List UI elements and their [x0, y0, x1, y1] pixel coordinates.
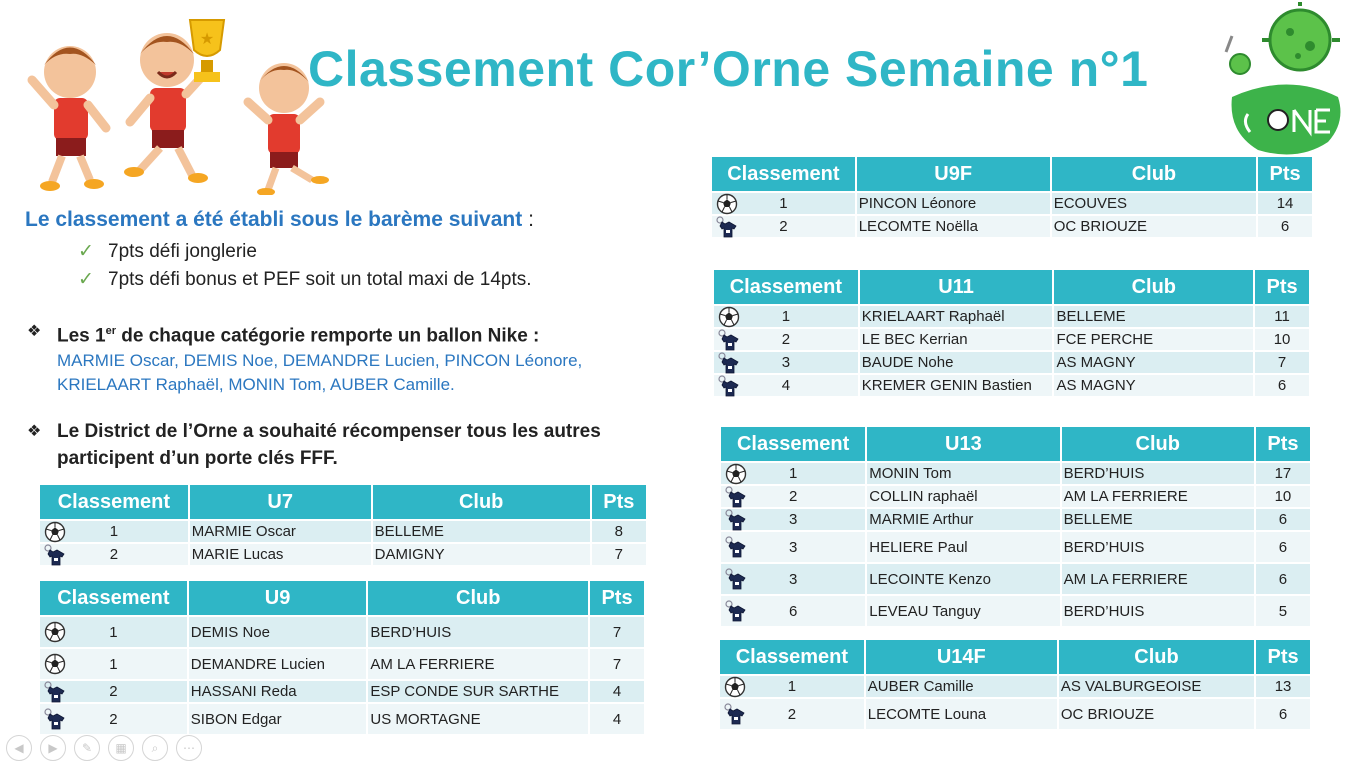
- district-line: participent d’un porte clés FFF.: [57, 448, 338, 469]
- district-orne-logo: [1218, 2, 1348, 157]
- table-row: [721, 564, 1310, 594]
- table-row: [40, 704, 644, 734]
- table-row: [721, 596, 1310, 626]
- rank-value: 2: [781, 331, 791, 348]
- winners-names-line: MARMIE Oscar, DEMIS Noe, DEMANDRE Lucien, PINCON Léonore,: [57, 351, 583, 371]
- points-value: 10: [1256, 486, 1310, 507]
- rank-value: 2: [109, 710, 118, 728]
- rank-cell: [714, 352, 858, 373]
- table-row: [712, 216, 1312, 237]
- player-name: KRIELAART Raphaël: [860, 306, 1053, 327]
- header-category: U13: [867, 427, 1059, 461]
- svg-text:★: ★: [199, 29, 215, 48]
- table-u13: [719, 425, 1312, 628]
- club-name: ESP CONDE SUR SARTHE: [368, 681, 588, 702]
- table-header-row: [714, 270, 1309, 304]
- pen-icon[interactable]: ✎: [74, 735, 100, 761]
- club-name: BERD’HUIS: [368, 617, 588, 647]
- rank-cell: [714, 306, 858, 327]
- kids-trophy-illustration: [22, 10, 332, 195]
- rank-cell: [720, 699, 864, 729]
- points-value: 4: [590, 681, 644, 702]
- rank-cell: [714, 375, 858, 396]
- header-classement: Classement: [721, 427, 865, 461]
- rank-cell: [40, 704, 187, 734]
- player-name: MARMIE Arthur: [867, 509, 1059, 530]
- header-classement: Classement: [720, 640, 864, 674]
- club-name: BELLEME: [373, 521, 590, 542]
- scoring-lead: Le classement a été établi sous le barème suivant: [25, 208, 523, 231]
- table-row: [714, 306, 1309, 327]
- player-name: PINCON Léonore: [857, 193, 1050, 214]
- player-name: MARIE Lucas: [190, 544, 371, 565]
- club-name: ECOUVES: [1052, 193, 1256, 214]
- rank-value: 1: [781, 308, 791, 325]
- header-category: U14F: [866, 640, 1057, 674]
- header-club: Club: [368, 581, 588, 615]
- scoring-list: [78, 238, 532, 294]
- header-pts: Pts: [1256, 640, 1310, 674]
- winners-label-sup: er: [105, 325, 116, 337]
- points-value: 7: [592, 544, 646, 565]
- zoom-icon[interactable]: ⌕: [142, 735, 168, 761]
- rank-cell: [721, 596, 865, 626]
- player-name: MONIN Tom: [867, 463, 1059, 484]
- header-pts: Pts: [1255, 270, 1309, 304]
- header-category: U7: [190, 485, 371, 519]
- club-name: AS VALBURGEOISE: [1059, 676, 1254, 697]
- club-name: OC BRIOUZE: [1052, 216, 1256, 237]
- winners-label-post: de chaque catégorie remporte un ballon Nike :: [116, 325, 540, 347]
- rank-cell: [721, 532, 865, 562]
- club-name: FCE PERCHE: [1054, 329, 1253, 350]
- rank-cell: [40, 649, 187, 679]
- header-club: Club: [1062, 427, 1254, 461]
- table-header-row: [720, 640, 1310, 674]
- rank-cell: [40, 681, 187, 702]
- club-name: AM LA FERRIERE: [1062, 564, 1254, 594]
- table-row: [720, 676, 1310, 697]
- player-name: AUBER Camille: [866, 676, 1057, 697]
- scoring-item: [78, 266, 532, 294]
- points-value: 7: [590, 617, 644, 647]
- club-name: AM LA FERRIERE: [368, 649, 588, 679]
- player-name: LECOMTE Noëlla: [857, 216, 1050, 237]
- next-slide-icon[interactable]: ▶: [40, 735, 66, 761]
- player-name: BAUDE Nohe: [860, 352, 1053, 373]
- slideshow-toolbar: [6, 735, 202, 761]
- rank-value: 6: [788, 602, 798, 620]
- player-name: LE BEC Kerrian: [860, 329, 1053, 350]
- rank-value: 3: [781, 354, 791, 371]
- header-classement: Classement: [40, 581, 187, 615]
- prev-slide-icon[interactable]: ◀: [6, 735, 32, 761]
- winners-bullet: [27, 318, 582, 397]
- table-row: [714, 329, 1309, 350]
- rank-value: 4: [781, 377, 791, 394]
- table-row: [720, 699, 1310, 729]
- points-value: 10: [1255, 329, 1309, 350]
- club-name: BERD’HUIS: [1062, 463, 1254, 484]
- points-value: 6: [1256, 509, 1310, 530]
- rank-value: 1: [109, 623, 118, 641]
- table-row: [40, 521, 646, 542]
- header-club: Club: [373, 485, 590, 519]
- player-name: MARMIE Oscar: [190, 521, 371, 542]
- checkmark-icon: ✓: [78, 269, 94, 290]
- winners-names-line: KRIELAART Raphaël, MONIN Tom, AUBER Camille.: [57, 375, 455, 395]
- table-header-row: [712, 157, 1312, 191]
- club-name: BERD’HUIS: [1062, 532, 1254, 562]
- club-name: AS MAGNY: [1054, 352, 1253, 373]
- rank-value: 3: [788, 511, 798, 528]
- table-row: [721, 509, 1310, 530]
- club-name: DAMIGNY: [373, 544, 590, 565]
- page-title: Classement Cor’Orne Semaine n°1: [308, 41, 1149, 97]
- rank-value: 2: [779, 218, 788, 235]
- scoring-intro: [25, 208, 534, 232]
- rank-value: 1: [787, 678, 797, 695]
- header-club: Club: [1059, 640, 1254, 674]
- points-value: 6: [1255, 375, 1309, 396]
- rank-value: 3: [788, 538, 798, 556]
- diamond-bullet-icon: ❖: [27, 423, 42, 440]
- scoring-item-text: 7pts défi jonglerie: [108, 241, 257, 262]
- rank-cell: [721, 486, 865, 507]
- winners-label: [57, 318, 582, 349]
- diamond-bullet-icon: ❖: [27, 323, 42, 340]
- checkmark-icon: ✓: [78, 241, 94, 262]
- club-name: OC BRIOUZE: [1059, 699, 1254, 729]
- player-name: LECOMTE Louna: [866, 699, 1057, 729]
- table-row: [721, 463, 1310, 484]
- points-value: 11: [1255, 306, 1309, 327]
- header-pts: Pts: [1258, 157, 1312, 191]
- winners-label-pre: Les 1: [57, 325, 106, 347]
- points-value: 6: [1256, 699, 1310, 729]
- rank-value: 2: [109, 683, 118, 700]
- more-icon[interactable]: ⋯: [176, 735, 202, 761]
- player-name: LEVEAU Tanguy: [867, 596, 1059, 626]
- rank-cell: [40, 521, 188, 542]
- club-name: AM LA FERRIERE: [1062, 486, 1254, 507]
- table-row: [714, 375, 1309, 396]
- rank-value: 2: [109, 546, 119, 563]
- club-name: BELLEME: [1054, 306, 1253, 327]
- points-value: 4: [590, 704, 644, 734]
- club-name: BERD’HUIS: [1062, 596, 1254, 626]
- header-classement: Classement: [714, 270, 858, 304]
- rank-cell: [721, 463, 865, 484]
- header-classement: Classement: [40, 485, 188, 519]
- rank-cell: [720, 676, 864, 697]
- table-row: [721, 532, 1310, 562]
- points-value: 7: [590, 649, 644, 679]
- club-name: BELLEME: [1062, 509, 1254, 530]
- district-bullet: [27, 418, 601, 472]
- table-u11: [712, 268, 1311, 398]
- club-name: US MORTAGNE: [368, 704, 588, 734]
- rank-cell: [721, 509, 865, 530]
- table-header-row: [40, 581, 644, 615]
- rank-cell: [40, 544, 188, 565]
- table-header-row: [721, 427, 1310, 461]
- rank-value: 2: [788, 488, 798, 505]
- table-row: [714, 352, 1309, 373]
- table-row: [40, 544, 646, 565]
- header-classement: Classement: [712, 157, 855, 191]
- points-value: 17: [1256, 463, 1310, 484]
- rank-cell: [714, 329, 858, 350]
- player-name: KREMER GENIN Bastien: [860, 375, 1053, 396]
- table-u14f: [718, 638, 1312, 731]
- table-row: [40, 681, 644, 702]
- table-u9: [38, 579, 646, 736]
- rank-value: 1: [788, 465, 798, 482]
- header-pts: Pts: [592, 485, 646, 519]
- header-club: Club: [1054, 270, 1253, 304]
- table-u7: [38, 483, 648, 567]
- points-value: 6: [1258, 216, 1312, 237]
- rank-cell: [712, 193, 855, 214]
- header-pts: Pts: [590, 581, 644, 615]
- table-u9f: [710, 155, 1314, 239]
- table-row: [721, 486, 1310, 507]
- points-value: 7: [1255, 352, 1309, 373]
- player-name: HELIERE Paul: [867, 532, 1059, 562]
- scoring-item: [78, 238, 532, 266]
- points-value: 8: [592, 521, 646, 542]
- rank-value: 2: [787, 705, 797, 723]
- rank-value: 1: [109, 523, 119, 540]
- player-name: COLLIN raphaël: [867, 486, 1059, 507]
- rank-cell: [721, 564, 865, 594]
- scoring-colon: :: [522, 208, 534, 231]
- points-value: 6: [1256, 564, 1310, 594]
- rank-cell: [40, 617, 187, 647]
- rank-value: 3: [788, 570, 798, 588]
- points-value: 14: [1258, 193, 1312, 214]
- scoring-item-text: 7pts défi bonus et PEF soit un total maxi de 14pts.: [108, 269, 532, 290]
- player-name: LECOINTE Kenzo: [867, 564, 1059, 594]
- slides-grid-icon[interactable]: ▦: [108, 735, 134, 761]
- player-name: DEMANDRE Lucien: [189, 649, 367, 679]
- table-row: [712, 193, 1312, 214]
- table-row: [40, 649, 644, 679]
- player-name: SIBON Edgar: [189, 704, 367, 734]
- points-value: 13: [1256, 676, 1310, 697]
- table-header-row: [40, 485, 646, 519]
- rank-value: 1: [779, 195, 788, 212]
- header-category: U9: [189, 581, 367, 615]
- header-club: Club: [1052, 157, 1256, 191]
- table-row: [40, 617, 644, 647]
- club-name: AS MAGNY: [1054, 375, 1253, 396]
- header-category: U9F: [857, 157, 1050, 191]
- points-value: 5: [1256, 596, 1310, 626]
- points-value: 6: [1256, 532, 1310, 562]
- rank-value: 1: [109, 655, 118, 673]
- header-category: U11: [860, 270, 1053, 304]
- header-pts: Pts: [1256, 427, 1310, 461]
- player-name: DEMIS Noe: [189, 617, 367, 647]
- player-name: HASSANI Reda: [189, 681, 367, 702]
- district-line: Le District de l’Orne a souhaité récompenser tous les autres: [57, 421, 601, 442]
- rank-cell: [712, 216, 855, 237]
